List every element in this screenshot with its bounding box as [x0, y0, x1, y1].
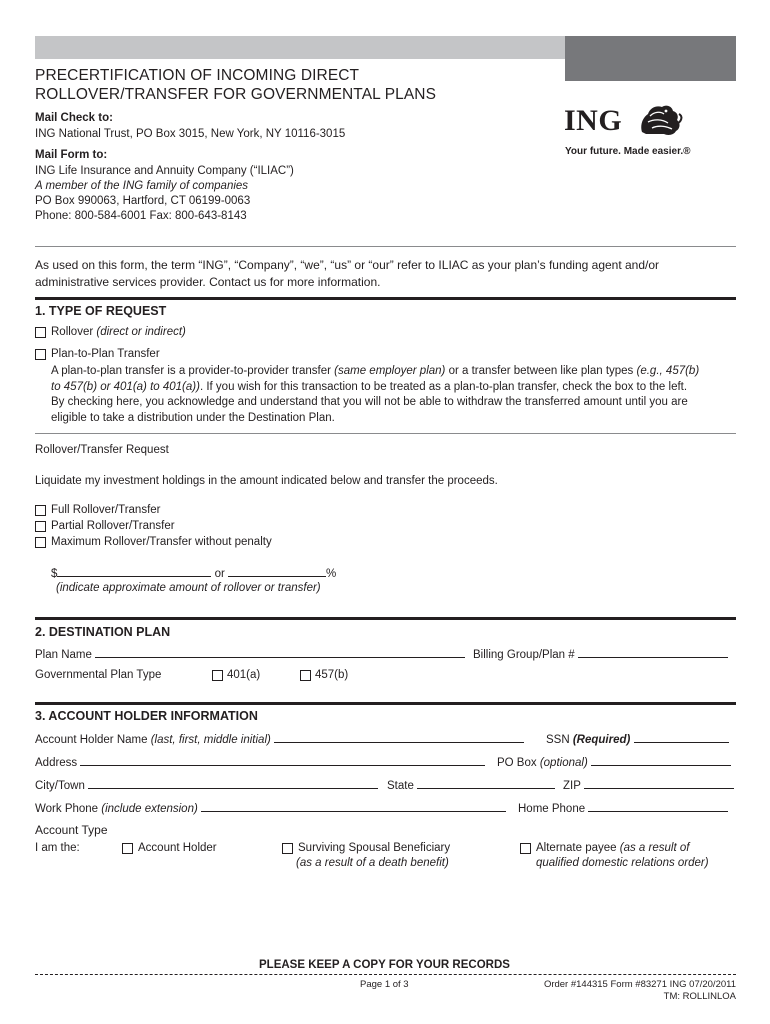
tm-code: TM: ROLLINLOA [663, 991, 736, 1002]
para-d: (e.g., 457(b) [636, 365, 700, 377]
457b-label: 457(b) [315, 669, 349, 681]
i-am-label: I am the: [35, 842, 80, 854]
percent-amount-field[interactable] [228, 566, 326, 577]
work-phone-label: Work Phone [35, 803, 102, 815]
para-b: (same employer plan) [334, 365, 446, 377]
intro-line1: As used on this form, the term “ING”, “Company”, “we”, “us” or “our” refer to ILIAC as your plan’s funding agent and/or [35, 258, 660, 272]
rollover-checkbox[interactable] [35, 327, 46, 338]
plan-type-label: Governmental Plan Type [35, 669, 162, 681]
work-phone-note: (include extension) [101, 803, 198, 815]
billing-row [473, 647, 728, 664]
home-phone-field[interactable] [588, 801, 728, 812]
full-rollover-label: Full Rollover/Transfer [51, 504, 161, 516]
ssn-note: (Required) [572, 734, 631, 746]
partial-rollover-label: Partial Rollover/Transfer [51, 520, 175, 532]
plan-name-field[interactable] [95, 647, 465, 658]
or-text: or [214, 568, 225, 580]
po-box-row [497, 755, 731, 772]
dollar-amount-field[interactable] [57, 566, 211, 577]
rollover-request-label: Rollover/Transfer Request [35, 444, 169, 456]
section1-heading: 1. TYPE OF REQUEST [35, 304, 167, 318]
alternate-payee-note2: qualified domestic relations order) [536, 857, 709, 869]
home-phone-row [518, 801, 728, 818]
full-rollover-checkbox[interactable] [35, 505, 46, 516]
partial-rollover-checkbox[interactable] [35, 521, 46, 532]
dollar-sign: $ [51, 568, 58, 580]
para-f: . If you wish for this transaction to be treated as a plan-to-plan transfer, check the box to the left. [199, 380, 688, 393]
order-form-code: Order #144315 Form #83271 ING 07/20/2011 [543, 979, 736, 990]
section3-heading: 3. ACCOUNT HOLDER INFORMATION [35, 709, 258, 723]
mail-form-phone: Phone: 800-584-6001 Fax: 800-643-8143 [35, 210, 247, 222]
alternate-payee-checkbox[interactable] [520, 843, 531, 854]
plan-to-plan-line1 [51, 364, 741, 380]
work-phone-field[interactable] [201, 801, 506, 812]
para-c: or a transfer between like plan types [445, 365, 637, 377]
spousal-beneficiary-label: Surviving Spousal Beneficiary [298, 842, 451, 854]
zip-field[interactable] [584, 778, 734, 789]
mail-form-po-box: PO Box 990063, Hartford, CT 06199-0063 [35, 195, 251, 207]
footer-divider [35, 974, 736, 975]
maximum-rollover-label: Maximum Rollover/Transfer without penalty [51, 536, 272, 548]
ing-tagline: Your future. Made easier.® [565, 146, 691, 157]
401a-label: 401(a) [227, 669, 261, 681]
ing-logo-text: ING [564, 104, 623, 137]
spousal-beneficiary-note: (as a result of a death benefit) [296, 857, 449, 869]
alternate-payee-label [536, 841, 689, 857]
form-title-line1: PRECERTIFICATION OF INCOMING DIRECT [35, 67, 360, 84]
state-row [387, 778, 555, 795]
form-title-line2: ROLLOVER/TRANSFER FOR GOVERNMENTAL PLANS [35, 86, 437, 103]
zip-label: ZIP [563, 780, 581, 792]
section2-rule [35, 617, 736, 620]
plan-name-label: Plan Name [35, 649, 92, 661]
home-phone-label: Home Phone [518, 803, 586, 815]
page-number: Page 1 of 3 [360, 979, 409, 990]
rollover-label-text: Rollover [51, 326, 94, 338]
city-row [35, 778, 378, 795]
intro-text [35, 257, 740, 291]
mail-form-label: Mail Form to: [35, 149, 108, 161]
address-label: Address [35, 757, 78, 769]
spousal-beneficiary-checkbox[interactable] [282, 843, 293, 854]
state-label: State [387, 780, 414, 792]
alternate-payee-note1: (as a result of [619, 842, 690, 854]
ssn-row [546, 732, 729, 749]
section2-heading: 2. DESTINATION PLAN [35, 625, 171, 639]
billing-field[interactable] [578, 647, 728, 658]
plan-to-plan-line2 [51, 380, 741, 396]
zip-row [563, 778, 734, 795]
section1-rule [35, 297, 736, 300]
account-holder-name-label: Account Holder Name [35, 734, 151, 746]
rollover-note: (direct or indirect) [96, 326, 186, 338]
po-box-field[interactable] [591, 755, 731, 766]
account-type-label: Account Type [35, 823, 108, 837]
mail-form-member: A member of the ING family of companies [35, 180, 249, 192]
amount-note: (indicate approximate amount of rollover or transfer) [56, 582, 321, 594]
address-field[interactable] [80, 755, 485, 766]
mail-form-company: ING Life Insurance and Annuity Company (“ILIAC”) [35, 165, 294, 177]
mail-check-address: ING National Trust, PO Box 3015, New York, NY 10116-3015 [35, 128, 346, 140]
keep-copy-notice: PLEASE KEEP A COPY FOR YOUR RECORDS [259, 959, 510, 971]
plan-to-plan-description [51, 364, 741, 426]
section1-inner-divider [35, 433, 736, 434]
maximum-rollover-checkbox[interactable] [35, 537, 46, 548]
plan-to-plan-line4: eligible to take a distribution under the Destination Plan. [51, 411, 335, 424]
intro-line2: administrative services provider. Contact us for more information. [35, 275, 381, 289]
account-holder-option-label: Account Holder [138, 842, 217, 854]
457b-checkbox[interactable] [300, 670, 311, 681]
para-a: A plan-to-plan transfer is a provider-to-provider transfer [51, 365, 335, 377]
plan-to-plan-label: Plan-to-Plan Transfer [51, 348, 160, 360]
city-field[interactable] [88, 778, 378, 789]
account-holder-name-field[interactable] [274, 732, 524, 743]
lion-icon [636, 102, 684, 138]
po-box-note: (optional) [539, 757, 588, 769]
header-divider [35, 246, 736, 247]
footer-codes [544, 979, 736, 1003]
account-holder-checkbox[interactable] [122, 843, 133, 854]
alternate-payee-text: Alternate payee [536, 842, 620, 854]
state-field[interactable] [417, 778, 555, 789]
mail-check-label: Mail Check to: [35, 112, 113, 124]
percent-sign: % [326, 568, 337, 580]
401a-checkbox[interactable] [212, 670, 223, 681]
address-row [35, 755, 485, 772]
billing-label: Billing Group/Plan # [473, 649, 575, 661]
po-box-label: PO Box [497, 757, 540, 769]
form-title [35, 66, 436, 104]
plan-to-plan-line3: By checking here, you acknowledge and understand that you will not be able to withdraw the transferred amount until you are [51, 396, 688, 408]
ssn-field[interactable] [634, 732, 729, 743]
ing-logo [564, 102, 694, 142]
work-phone-row [35, 801, 506, 818]
account-holder-name-note: (last, first, middle initial) [150, 734, 271, 746]
plan-to-plan-checkbox[interactable] [35, 349, 46, 360]
ssn-label: SSN [546, 734, 573, 746]
para-e: to 457(b) or 401(a) to 401(a)) [51, 380, 200, 393]
section3-rule [35, 702, 736, 705]
account-holder-name-row [35, 732, 524, 749]
plan-name-row [35, 647, 465, 664]
header-bar-accent [565, 36, 736, 81]
rollover-label [51, 325, 186, 341]
city-label: City/Town [35, 780, 85, 792]
liquidate-text: Liquidate my investment holdings in the amount indicated below and transfer the proceeds. [35, 475, 498, 487]
